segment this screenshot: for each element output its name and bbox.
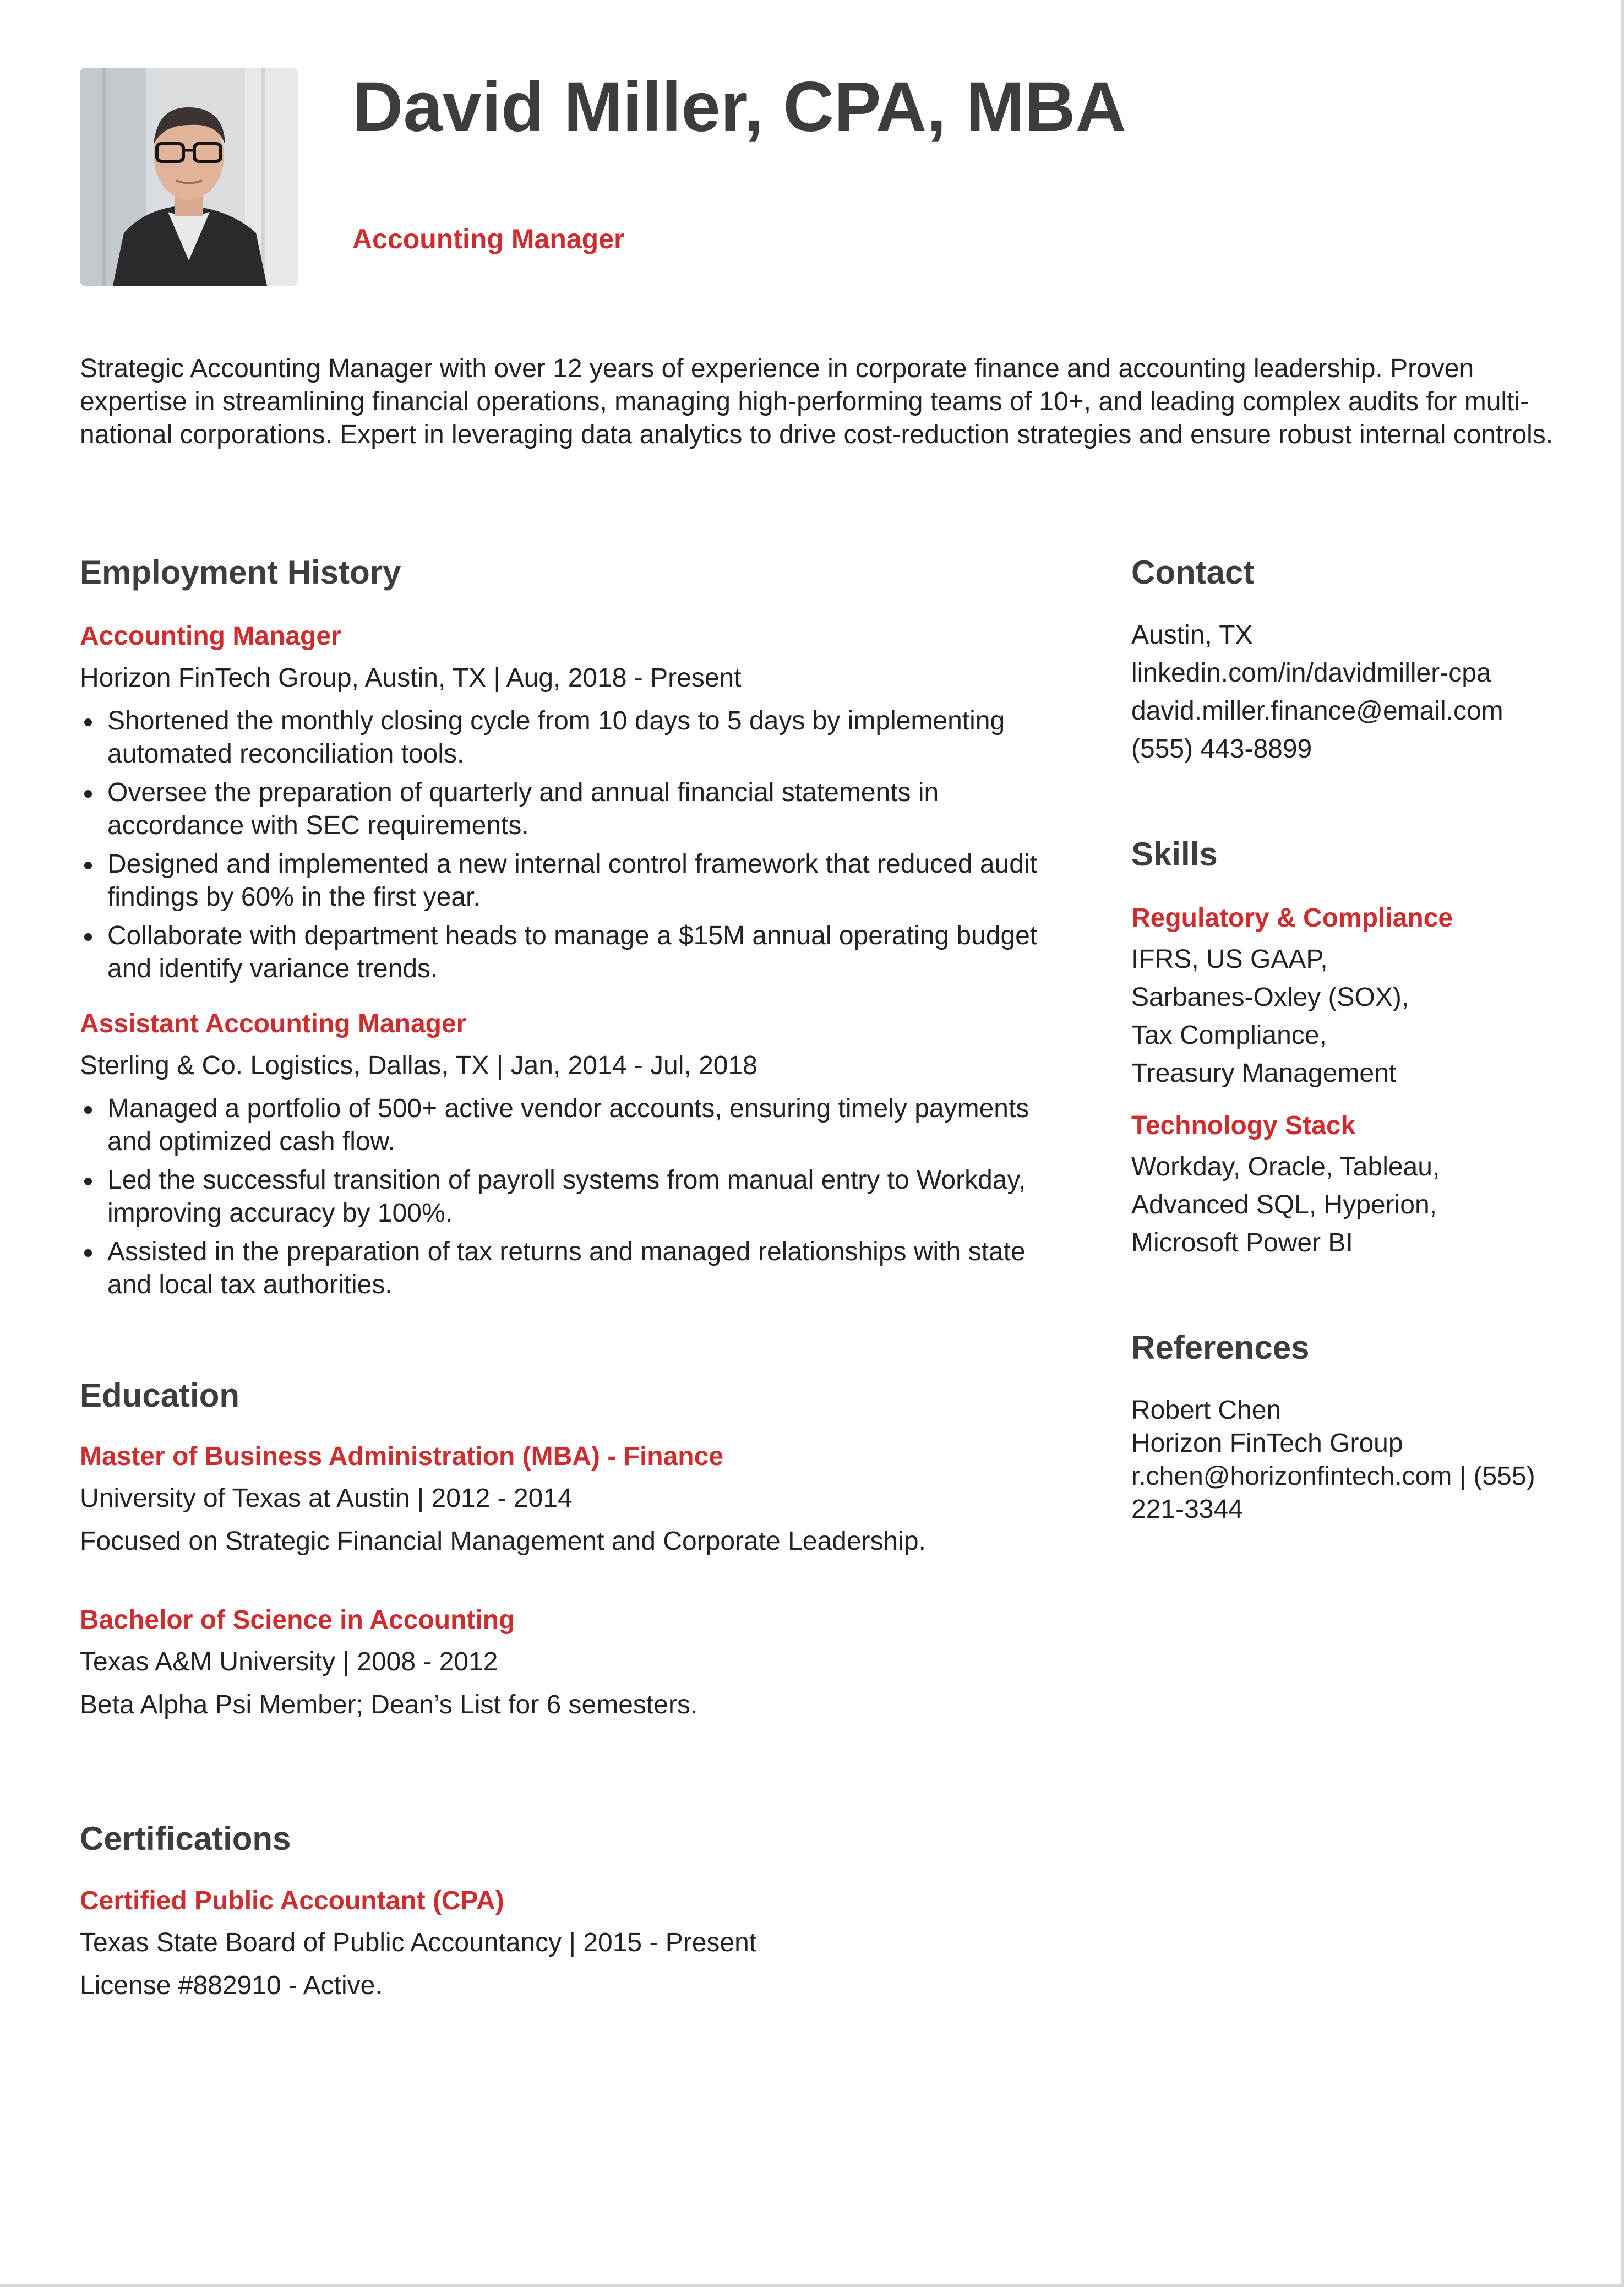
contact-linkedin-link[interactable]: linkedin.com/in/davidmiller-cpa: [1131, 658, 1491, 688]
reference-line: Robert Chen: [1131, 1396, 1282, 1425]
skill-line: IFRS, US GAAP,: [1131, 945, 1328, 974]
job-bullet: Collaborate with department heads to manage a $15M annual operating budget and identify variance trends.: [80, 919, 1071, 985]
job-bullet: Managed a portfolio of 500+ active vendor accounts, ensuring timely payments and optimized cash flow.: [80, 1092, 1071, 1158]
employment-heading: Employment History: [80, 554, 401, 591]
profile-summary: Strategic Accounting Manager with over 12 years of experience in corporate finance and accounting leadership. Proven expertise in streamlining financial operations, managing high-performing teams of 10+, and leading complex audits for multi-national corporations. Expert in leveraging data analytics to drive cost-reduction strategies and ensure robust internal controls.: [80, 354, 1554, 449]
degree-note: Beta Alpha Psi Member; Dean’s List for 6 semesters.: [80, 1690, 698, 1719]
skill-line: Tax Compliance,: [1131, 1021, 1327, 1050]
certification-meta: Texas State Board of Public Accountancy | 2015 - Present: [80, 1928, 757, 1957]
skill-line: Sarbanes-Oxley (SOX),: [1131, 983, 1409, 1012]
job-bullet: Oversee the preparation of quarterly and annual financial statements in accordance with SEC requirements.: [80, 776, 1071, 842]
skill-group-title: Technology Stack: [1131, 1111, 1356, 1140]
contact-location: Austin, TX: [1131, 620, 1253, 650]
job-meta: Sterling & Co. Logistics, Dallas, TX | Jan, 2014 - Jul, 2018: [80, 1051, 757, 1080]
job-title: Accounting Manager: [80, 622, 341, 651]
skill-group-title: Regulatory & Compliance: [1131, 903, 1453, 933]
contact-heading: Contact: [1131, 554, 1255, 591]
reference-line: r.chen@horizonfintech.com | (555): [1131, 1462, 1535, 1491]
job-bullet: Assisted in the preparation of tax returns and managed relationships with state and local tax authorities.: [80, 1235, 1071, 1302]
job-bullet: Designed and implemented a new internal control framework that reduced audit findings by 60% in the first year.: [80, 848, 1071, 914]
contact-phone: (555) 443-8899: [1131, 734, 1312, 764]
certifications-heading: Certifications: [80, 1820, 291, 1857]
candidate-name: David Miller, CPA, MBA: [352, 68, 1126, 146]
job-meta: Horizon FinTech Group, Austin, TX | Aug, 2018 - Present: [80, 663, 742, 693]
job-bullet: Led the successful transition of payroll systems from manual entry to Workday, improving accuracy by 100%.: [80, 1164, 1071, 1230]
certification-note: License #882910 - Active.: [80, 1971, 383, 2000]
job-bullets: [80, 705, 1071, 991]
job-bullets: [80, 1092, 1071, 1307]
job-bullet: Shortened the monthly closing cycle from 10 days to 5 days by implementing automated reconciliation tools.: [80, 705, 1071, 771]
references-heading: References: [1131, 1329, 1310, 1366]
profile-photo: [80, 68, 298, 286]
degree-meta: Texas A&M University | 2008 - 2012: [80, 1647, 498, 1676]
skill-line: Microsoft Power BI: [1131, 1228, 1353, 1257]
reference-line: Horizon FinTech Group: [1131, 1429, 1403, 1458]
skill-line: Workday, Oracle, Tableau,: [1131, 1152, 1440, 1181]
reference-line: 221-3344: [1131, 1495, 1243, 1524]
skills-heading: Skills: [1131, 836, 1218, 873]
education-heading: Education: [80, 1377, 240, 1414]
job-title: Assistant Accounting Manager: [80, 1009, 467, 1038]
certification-name: Certified Public Accountant (CPA): [80, 1886, 504, 1915]
degree-note: Focused on Strategic Financial Management and Corporate Leadership.: [80, 1527, 926, 1556]
skill-line: Advanced SQL, Hyperion,: [1131, 1190, 1437, 1219]
skill-line: Treasury Management: [1131, 1059, 1397, 1088]
candidate-title: Accounting Manager: [352, 224, 625, 254]
degree-title: Master of Business Administration (MBA) - Finance: [80, 1442, 724, 1471]
degree-meta: University of Texas at Austin | 2012 - 2014: [80, 1484, 573, 1513]
degree-title: Bachelor of Science in Accounting: [80, 1605, 515, 1635]
contact-email-link[interactable]: david.miller.finance@email.com: [1131, 696, 1503, 726]
